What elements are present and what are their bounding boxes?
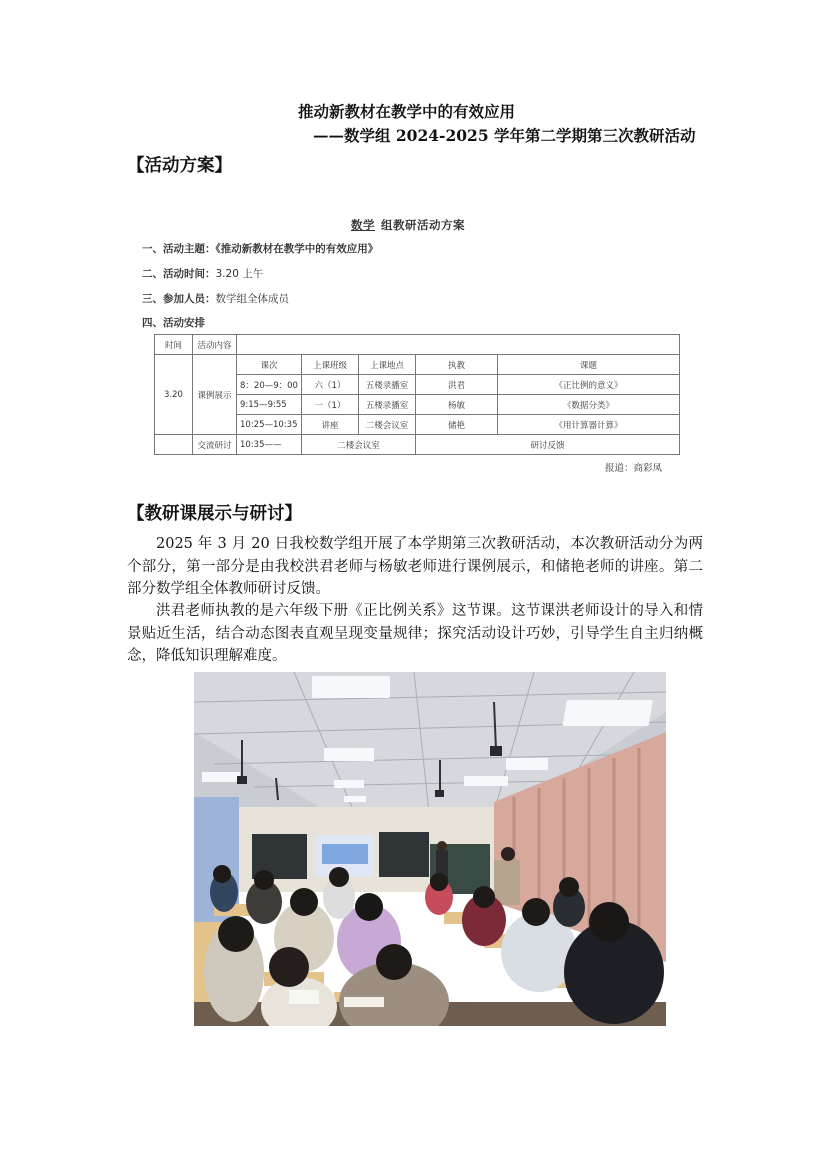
- table-cell: 《正比例的意义》: [498, 375, 680, 395]
- table-row: [155, 355, 680, 375]
- table-cell: 储艳: [416, 415, 498, 435]
- page-subtitle: ——数学组 2024-2025 学年第二学期第三次教研活动: [313, 126, 696, 145]
- table-header-cell: 执教: [416, 355, 498, 375]
- plan-people-value: 数学组全体成员: [215, 293, 289, 305]
- table-cell: 杨敏: [416, 395, 498, 415]
- table-header-cell: 上课班级: [302, 355, 359, 375]
- byline: 报道：商彩凤: [605, 463, 663, 474]
- plan-theme-label: 一、活动主题：: [142, 243, 216, 255]
- paragraph-lesson: 洪君老师执教的是六年级下册《正比例关系》这节课。这节课洪老师设计的导入和情景贴近生活，结合动态图表直观呈现变量规律；探究活动设计巧妙，引导学生自主归纳概念，降低知识理解难度。: [127, 603, 703, 664]
- plan-theme: [142, 241, 378, 256]
- plan-theme-value: 《推动新教材在教学中的有效应用》: [215, 243, 379, 255]
- section-heading-lesson: 【教研课展示与研讨】: [127, 504, 302, 524]
- table-cell: 10:35——: [237, 435, 302, 455]
- plan-time: [142, 266, 263, 281]
- classroom-photo: [194, 672, 666, 1026]
- plan-time-label: 二、活动时间：: [142, 268, 216, 280]
- schedule-table: [154, 334, 680, 455]
- table-cell: 二楼会议室: [359, 415, 416, 435]
- table-cell: 《用计算器计算》: [498, 415, 680, 435]
- plan-schedule-label: 四、活动安排: [142, 317, 205, 329]
- table-header-time: 时间: [155, 335, 193, 355]
- table-header-cell: 课题: [498, 355, 680, 375]
- table-cell-date: 3.20: [155, 355, 193, 435]
- plan-people: [142, 291, 289, 306]
- table-row: [155, 335, 680, 355]
- table-cell: 六（1）: [302, 375, 359, 395]
- plan-heading-rest: 组教研活动方案: [381, 218, 465, 232]
- activity-plan-image: [140, 205, 692, 473]
- table-header-content: 活动内容: [193, 335, 237, 355]
- table-cell: 8：20—9：00: [237, 375, 302, 395]
- plan-time-value: 3.20 上午: [215, 268, 264, 280]
- plan-heading: [345, 217, 465, 233]
- table-cell: 二楼会议室: [302, 435, 416, 455]
- table-header-cell: 上课地点: [359, 355, 416, 375]
- page-title: 推动新教材在教学中的有效应用: [298, 102, 516, 121]
- table-cell: 10:25—10:35: [237, 415, 302, 435]
- table-cell: 研讨反馈: [416, 435, 680, 455]
- table-cell: 五楼录播室: [359, 395, 416, 415]
- paragraph-intro: 2025 年 3 月 20 日我校数学组开展了本学期第三次教研活动，本次教研活动分为两个部分，第一部分是由我校洪君老师与杨敏老师进行课例展示，和储艳老师的讲座。第二部分数学组全体教师研讨反馈。: [127, 536, 703, 597]
- table-cell: 五楼录播室: [359, 375, 416, 395]
- table-cell-activity2: 交流研讨: [193, 435, 237, 455]
- table-header-cell: 课次: [237, 355, 302, 375]
- table-row: [155, 435, 680, 455]
- plan-people-label: 三、参加人员：: [142, 293, 216, 305]
- table-cell: 《数据分类》: [498, 395, 680, 415]
- table-cell: 一（1）: [302, 395, 359, 415]
- table-cell-activity: 课例展示: [193, 355, 237, 435]
- section-heading-plan: 【活动方案】: [127, 156, 232, 176]
- plan-heading-subject: 数学: [351, 218, 375, 232]
- table-cell: 洪君: [416, 375, 498, 395]
- table-cell: 讲座: [302, 415, 359, 435]
- table-cell: 9:15—9:55: [237, 395, 302, 415]
